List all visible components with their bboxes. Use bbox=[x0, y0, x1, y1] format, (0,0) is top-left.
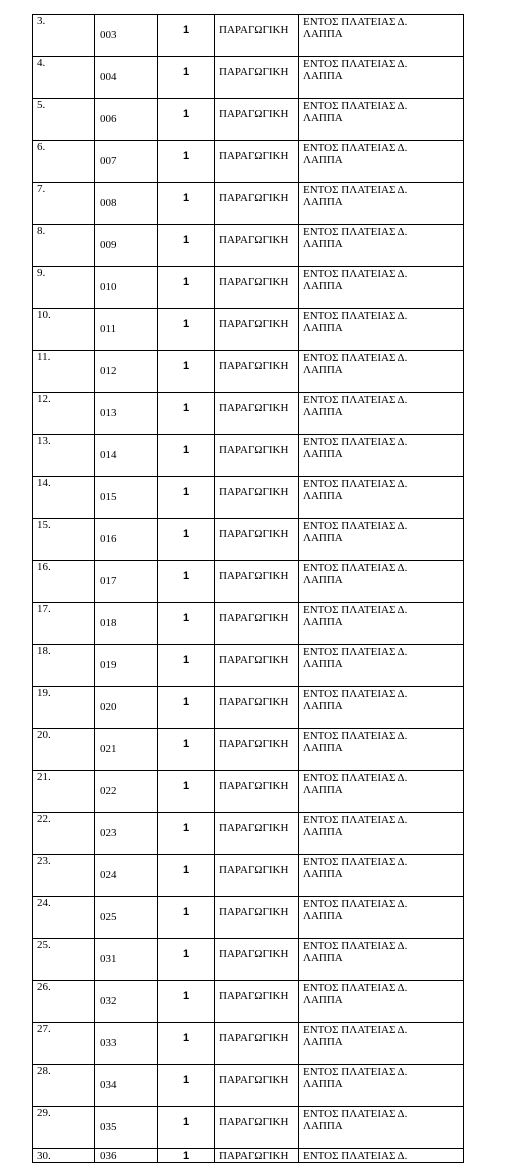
table-row bbox=[33, 939, 464, 981]
row-number: 8. bbox=[33, 225, 95, 267]
row-location-line2: ΛΑΠΠΑ bbox=[303, 70, 343, 82]
row-number: 5. bbox=[33, 99, 95, 141]
row-location bbox=[299, 897, 464, 939]
row-quantity: 1 bbox=[158, 435, 215, 477]
row-quantity: 1 bbox=[158, 309, 215, 351]
row-location-line1: ΕΝΤΟΣ ΠΛΑΤΕΙΑΣ Δ. bbox=[303, 142, 408, 154]
row-type: ΠΑΡΑΓΩΓΙΚΗ bbox=[215, 267, 299, 309]
row-number: 28. bbox=[33, 1065, 95, 1107]
row-location-line2: ΛΑΠΠΑ bbox=[303, 154, 343, 166]
row-location bbox=[299, 603, 464, 645]
row-type: ΠΑΡΑΓΩΓΙΚΗ bbox=[215, 351, 299, 393]
row-type: ΠΑΡΑΓΩΓΙΚΗ bbox=[215, 561, 299, 603]
row-quantity: 1 bbox=[158, 351, 215, 393]
row-code: 012 bbox=[95, 351, 158, 393]
row-location-line1: ΕΝΤΟΣ ΠΛΑΤΕΙΑΣ Δ. bbox=[303, 1024, 408, 1036]
row-number: 24. bbox=[33, 897, 95, 939]
row-location-line1: ΕΝΤΟΣ ΠΛΑΤΕΙΑΣ Δ. bbox=[303, 520, 408, 532]
row-quantity: 1 bbox=[158, 1065, 215, 1107]
row-quantity: 1 bbox=[158, 855, 215, 897]
row-number: 26. bbox=[33, 981, 95, 1023]
row-location bbox=[299, 435, 464, 477]
row-code: 036 bbox=[95, 1149, 158, 1163]
row-location-line2: ΛΑΠΠΑ bbox=[303, 910, 343, 922]
row-location-line1: ΕΝΤΟΣ ΠΛΑΤΕΙΑΣ Δ. bbox=[303, 940, 408, 952]
row-quantity: 1 bbox=[158, 687, 215, 729]
table-row bbox=[33, 855, 464, 897]
row-type: ΠΑΡΑΓΩΓΙΚΗ bbox=[215, 57, 299, 99]
row-code: 006 bbox=[95, 99, 158, 141]
row-location bbox=[299, 1149, 464, 1163]
row-location-line1: ΕΝΤΟΣ ΠΛΑΤΕΙΑΣ Δ. bbox=[303, 898, 408, 910]
row-location-line2: ΛΑΠΠΑ bbox=[303, 868, 343, 880]
row-location-line2: ΛΑΠΠΑ bbox=[303, 784, 343, 796]
row-number: 22. bbox=[33, 813, 95, 855]
row-number: 7. bbox=[33, 183, 95, 225]
row-location-line1: ΕΝΤΟΣ ΠΛΑΤΕΙΑΣ Δ. bbox=[303, 562, 408, 574]
row-quantity: 1 bbox=[158, 561, 215, 603]
row-number: 27. bbox=[33, 1023, 95, 1065]
table-row bbox=[33, 729, 464, 771]
row-location-line2: ΛΑΠΠΑ bbox=[303, 574, 343, 586]
row-location-line2: ΛΑΠΠΑ bbox=[303, 322, 343, 334]
row-quantity: 1 bbox=[158, 1149, 215, 1163]
row-code: 018 bbox=[95, 603, 158, 645]
row-location-line2: ΛΑΠΠΑ bbox=[303, 406, 343, 418]
row-location bbox=[299, 645, 464, 687]
row-number: 30. bbox=[33, 1149, 95, 1163]
row-number: 3. bbox=[33, 15, 95, 57]
row-type: ΠΑΡΑΓΩΓΙΚΗ bbox=[215, 771, 299, 813]
row-quantity: 1 bbox=[158, 57, 215, 99]
row-location-line2: ΛΑΠΠΑ bbox=[303, 994, 343, 1006]
table-row bbox=[33, 267, 464, 309]
table-row bbox=[33, 225, 464, 267]
row-location bbox=[299, 855, 464, 897]
row-location bbox=[299, 1107, 464, 1149]
row-code: 008 bbox=[95, 183, 158, 225]
row-number: 12. bbox=[33, 393, 95, 435]
row-location bbox=[299, 351, 464, 393]
row-location-line2: ΛΑΠΠΑ bbox=[303, 112, 343, 124]
row-location-line1: ΕΝΤΟΣ ΠΛΑΤΕΙΑΣ Δ. bbox=[303, 226, 408, 238]
row-quantity: 1 bbox=[158, 393, 215, 435]
row-location bbox=[299, 687, 464, 729]
row-location-line1: ΕΝΤΟΣ ΠΛΑΤΕΙΑΣ Δ. bbox=[303, 688, 408, 700]
row-quantity: 1 bbox=[158, 225, 215, 267]
row-quantity: 1 bbox=[158, 477, 215, 519]
row-type: ΠΑΡΑΓΩΓΙΚΗ bbox=[215, 729, 299, 771]
row-code: 004 bbox=[95, 57, 158, 99]
row-type: ΠΑΡΑΓΩΓΙΚΗ bbox=[215, 1065, 299, 1107]
row-quantity: 1 bbox=[158, 267, 215, 309]
row-type: ΠΑΡΑΓΩΓΙΚΗ bbox=[215, 855, 299, 897]
row-location-line1: ΕΝΤΟΣ ΠΛΑΤΕΙΑΣ Δ. bbox=[303, 646, 408, 658]
row-location-line2: ΛΑΠΠΑ bbox=[303, 1036, 343, 1048]
row-location-line2: ΛΑΠΠΑ bbox=[303, 616, 343, 628]
table-row bbox=[33, 603, 464, 645]
table-row bbox=[33, 687, 464, 729]
table-row bbox=[33, 771, 464, 813]
row-location-line2: ΛΑΠΠΑ bbox=[303, 1078, 343, 1090]
row-location-line2: ΛΑΠΠΑ bbox=[303, 658, 343, 670]
row-location bbox=[299, 813, 464, 855]
document-table bbox=[32, 14, 464, 1163]
table-row-last bbox=[33, 1149, 464, 1163]
row-quantity: 1 bbox=[158, 981, 215, 1023]
row-location-line2: ΛΑΠΠΑ bbox=[303, 952, 343, 964]
row-quantity: 1 bbox=[158, 939, 215, 981]
row-number: 20. bbox=[33, 729, 95, 771]
row-location-line1: ΕΝΤΟΣ ΠΛΑΤΕΙΑΣ Δ. bbox=[303, 1066, 408, 1078]
row-location bbox=[299, 99, 464, 141]
row-location-line1: ΕΝΤΟΣ ΠΛΑΤΕΙΑΣ Δ. bbox=[303, 352, 408, 364]
row-code: 003 bbox=[95, 15, 158, 57]
table-row bbox=[33, 309, 464, 351]
row-location bbox=[299, 267, 464, 309]
table-row bbox=[33, 351, 464, 393]
row-number: 16. bbox=[33, 561, 95, 603]
row-type: ΠΑΡΑΓΩΓΙΚΗ bbox=[215, 141, 299, 183]
table-row bbox=[33, 1107, 464, 1149]
row-code: 022 bbox=[95, 771, 158, 813]
row-location-line2: ΛΑΠΠΑ bbox=[303, 238, 343, 250]
table-row bbox=[33, 561, 464, 603]
table-row bbox=[33, 1023, 464, 1065]
row-location bbox=[299, 393, 464, 435]
row-location-line1: ΕΝΤΟΣ ΠΛΑΤΕΙΑΣ Δ. bbox=[303, 310, 408, 322]
table-row bbox=[33, 813, 464, 855]
row-number: 10. bbox=[33, 309, 95, 351]
table-row bbox=[33, 519, 464, 561]
row-code: 033 bbox=[95, 1023, 158, 1065]
row-location-line2: ΛΑΠΠΑ bbox=[303, 448, 343, 460]
row-location bbox=[299, 183, 464, 225]
row-location-line2: ΛΑΠΠΑ bbox=[303, 28, 343, 40]
row-location-line1: ΕΝΤΟΣ ΠΛΑΤΕΙΑΣ Δ. bbox=[303, 730, 408, 742]
row-code: 020 bbox=[95, 687, 158, 729]
row-quantity: 1 bbox=[158, 15, 215, 57]
row-type: ΠΑΡΑΓΩΓΙΚΗ bbox=[215, 603, 299, 645]
row-number: 18. bbox=[33, 645, 95, 687]
row-code: 021 bbox=[95, 729, 158, 771]
row-location bbox=[299, 15, 464, 57]
row-location-line2: ΛΑΠΠΑ bbox=[303, 1120, 343, 1132]
row-location-line1: ΕΝΤΟΣ ΠΛΑΤΕΙΑΣ Δ. bbox=[303, 58, 408, 70]
row-code: 017 bbox=[95, 561, 158, 603]
row-number: 19. bbox=[33, 687, 95, 729]
row-location-line2: ΛΑΠΠΑ bbox=[303, 700, 343, 712]
row-quantity: 1 bbox=[158, 813, 215, 855]
table-row bbox=[33, 981, 464, 1023]
row-location-line1: ΕΝΤΟΣ ΠΛΑΤΕΙΑΣ Δ. bbox=[303, 604, 408, 616]
row-location bbox=[299, 225, 464, 267]
row-location-line2: ΛΑΠΠΑ bbox=[303, 280, 343, 292]
row-code: 014 bbox=[95, 435, 158, 477]
row-type: ΠΑΡΑΓΩΓΙΚΗ bbox=[215, 519, 299, 561]
row-location-line1: ΕΝΤΟΣ ΠΛΑΤΕΙΑΣ Δ. bbox=[303, 982, 408, 994]
row-type: ΠΑΡΑΓΩΓΙΚΗ bbox=[215, 813, 299, 855]
table-row bbox=[33, 645, 464, 687]
row-location-line1: ΕΝΤΟΣ ΠΛΑΤΕΙΑΣ Δ. bbox=[303, 268, 408, 280]
row-location bbox=[299, 561, 464, 603]
row-code: 013 bbox=[95, 393, 158, 435]
row-quantity: 1 bbox=[158, 141, 215, 183]
row-location-line1: ΕΝΤΟΣ ΠΛΑΤΕΙΑΣ Δ. bbox=[303, 478, 408, 490]
row-code: 032 bbox=[95, 981, 158, 1023]
row-location bbox=[299, 771, 464, 813]
row-code: 024 bbox=[95, 855, 158, 897]
row-location-line1: ΕΝΤΟΣ ΠΛΑΤΕΙΑΣ Δ. bbox=[303, 394, 408, 406]
row-quantity: 1 bbox=[158, 1023, 215, 1065]
row-quantity: 1 bbox=[158, 771, 215, 813]
row-type: ΠΑΡΑΓΩΓΙΚΗ bbox=[215, 99, 299, 141]
table-row bbox=[33, 15, 464, 57]
table-row bbox=[33, 141, 464, 183]
row-code: 035 bbox=[95, 1107, 158, 1149]
row-location-line2: ΛΑΠΠΑ bbox=[303, 196, 343, 208]
row-type: ΠΑΡΑΓΩΓΙΚΗ bbox=[215, 225, 299, 267]
row-location bbox=[299, 1065, 464, 1107]
table-row bbox=[33, 435, 464, 477]
row-type: ΠΑΡΑΓΩΓΙΚΗ bbox=[215, 939, 299, 981]
row-type: ΠΑΡΑΓΩΓΙΚΗ bbox=[215, 981, 299, 1023]
row-location bbox=[299, 309, 464, 351]
row-quantity: 1 bbox=[158, 729, 215, 771]
row-code: 010 bbox=[95, 267, 158, 309]
row-type: ΠΑΡΑΓΩΓΙΚΗ bbox=[215, 1149, 299, 1163]
row-location-line2: ΛΑΠΠΑ bbox=[303, 826, 343, 838]
row-quantity: 1 bbox=[158, 1107, 215, 1149]
row-code: 023 bbox=[95, 813, 158, 855]
table-row bbox=[33, 393, 464, 435]
row-code: 011 bbox=[95, 309, 158, 351]
row-location-line1: ΕΝΤΟΣ ΠΛΑΤΕΙΑΣ Δ. bbox=[303, 856, 408, 868]
row-location bbox=[299, 141, 464, 183]
row-number: 4. bbox=[33, 57, 95, 99]
row-type: ΠΑΡΑΓΩΓΙΚΗ bbox=[215, 15, 299, 57]
row-number: 9. bbox=[33, 267, 95, 309]
row-location-line1: ΕΝΤΟΣ ΠΛΑΤΕΙΑΣ Δ. bbox=[303, 436, 408, 448]
row-location-line2: ΛΑΠΠΑ bbox=[303, 490, 343, 502]
row-number: 13. bbox=[33, 435, 95, 477]
row-location bbox=[299, 57, 464, 99]
row-location bbox=[299, 981, 464, 1023]
row-quantity: 1 bbox=[158, 603, 215, 645]
row-number: 6. bbox=[33, 141, 95, 183]
table-body bbox=[33, 15, 464, 1163]
row-location-line1: ΕΝΤΟΣ ΠΛΑΤΕΙΑΣ Δ. bbox=[303, 1108, 408, 1120]
row-location bbox=[299, 1023, 464, 1065]
row-number: 15. bbox=[33, 519, 95, 561]
row-location-line1: ΕΝΤΟΣ ΠΛΑΤΕΙΑΣ Δ. bbox=[303, 184, 408, 196]
table-row bbox=[33, 99, 464, 141]
row-quantity: 1 bbox=[158, 183, 215, 225]
row-location bbox=[299, 729, 464, 771]
row-code: 019 bbox=[95, 645, 158, 687]
row-quantity: 1 bbox=[158, 897, 215, 939]
row-location-line1: ΕΝΤΟΣ ΠΛΑΤΕΙΑΣ Δ. bbox=[303, 100, 408, 112]
row-type: ΠΑΡΑΓΩΓΙΚΗ bbox=[215, 309, 299, 351]
row-number: 21. bbox=[33, 771, 95, 813]
row-code: 009 bbox=[95, 225, 158, 267]
row-location-line1: ΕΝΤΟΣ ΠΛΑΤΕΙΑΣ Δ. bbox=[303, 1150, 408, 1162]
row-type: ΠΑΡΑΓΩΓΙΚΗ bbox=[215, 1023, 299, 1065]
row-number: 25. bbox=[33, 939, 95, 981]
row-location-line1: ΕΝΤΟΣ ΠΛΑΤΕΙΑΣ Δ. bbox=[303, 772, 408, 784]
row-location-line1: ΕΝΤΟΣ ΠΛΑΤΕΙΑΣ Δ. bbox=[303, 16, 408, 28]
row-type: ΠΑΡΑΓΩΓΙΚΗ bbox=[215, 183, 299, 225]
row-number: 29. bbox=[33, 1107, 95, 1149]
row-number: 23. bbox=[33, 855, 95, 897]
table-row bbox=[33, 1065, 464, 1107]
row-type: ΠΑΡΑΓΩΓΙΚΗ bbox=[215, 897, 299, 939]
row-number: 17. bbox=[33, 603, 95, 645]
row-code: 031 bbox=[95, 939, 158, 981]
row-type: ΠΑΡΑΓΩΓΙΚΗ bbox=[215, 645, 299, 687]
table-row bbox=[33, 897, 464, 939]
row-quantity: 1 bbox=[158, 645, 215, 687]
row-type: ΠΑΡΑΓΩΓΙΚΗ bbox=[215, 687, 299, 729]
row-type: ΠΑΡΑΓΩΓΙΚΗ bbox=[215, 477, 299, 519]
row-code: 025 bbox=[95, 897, 158, 939]
row-code: 034 bbox=[95, 1065, 158, 1107]
row-number: 14. bbox=[33, 477, 95, 519]
row-location bbox=[299, 939, 464, 981]
row-code: 007 bbox=[95, 141, 158, 183]
table-row bbox=[33, 57, 464, 99]
row-quantity: 1 bbox=[158, 99, 215, 141]
row-location-line1: ΕΝΤΟΣ ΠΛΑΤΕΙΑΣ Δ. bbox=[303, 814, 408, 826]
row-location-line2: ΛΑΠΠΑ bbox=[303, 742, 343, 754]
row-location-line2: ΛΑΠΠΑ bbox=[303, 532, 343, 544]
row-location bbox=[299, 477, 464, 519]
row-code: 016 bbox=[95, 519, 158, 561]
table-row bbox=[33, 183, 464, 225]
row-code: 015 bbox=[95, 477, 158, 519]
row-location bbox=[299, 519, 464, 561]
row-quantity: 1 bbox=[158, 519, 215, 561]
row-type: ΠΑΡΑΓΩΓΙΚΗ bbox=[215, 1107, 299, 1149]
row-type: ΠΑΡΑΓΩΓΙΚΗ bbox=[215, 435, 299, 477]
row-location-line2: ΛΑΠΠΑ bbox=[303, 364, 343, 376]
table-row bbox=[33, 477, 464, 519]
row-type: ΠΑΡΑΓΩΓΙΚΗ bbox=[215, 393, 299, 435]
row-number: 11. bbox=[33, 351, 95, 393]
